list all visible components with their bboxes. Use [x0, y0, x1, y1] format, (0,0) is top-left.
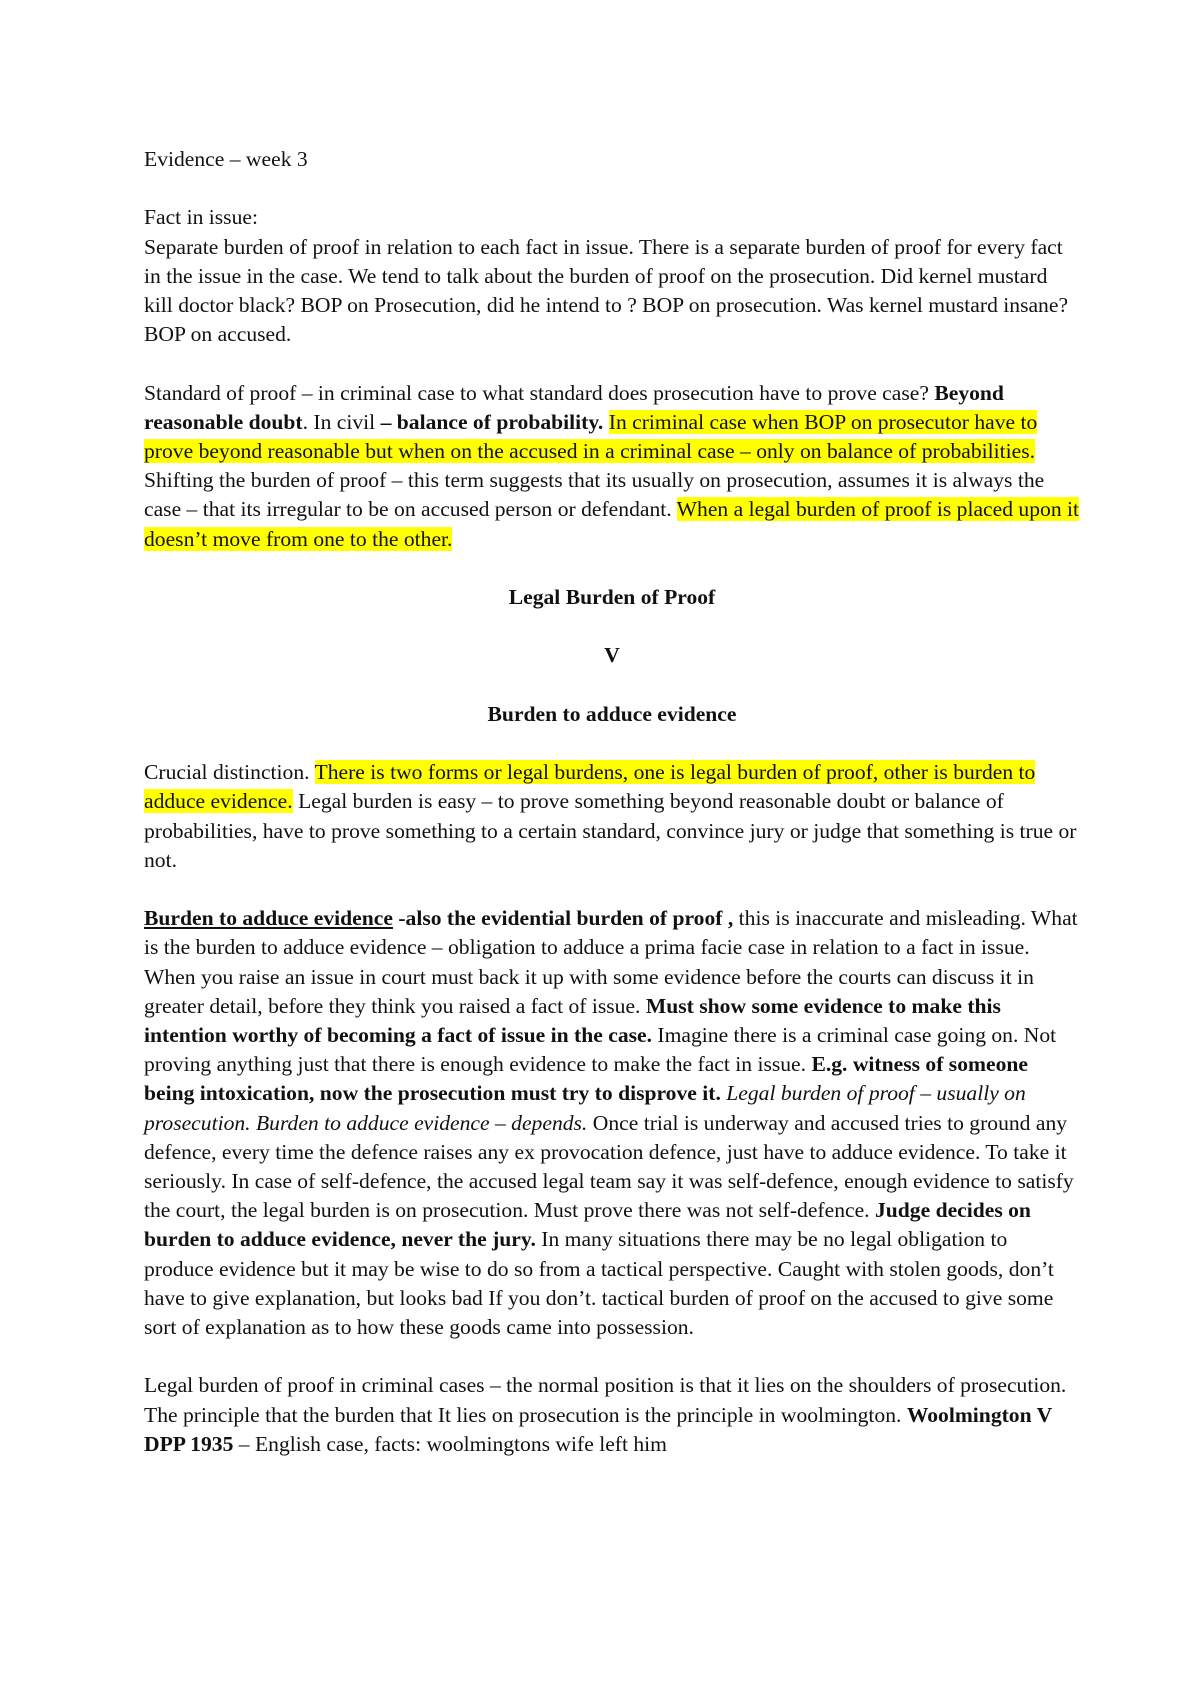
text-run: Legal burden of proof in criminal cases – the normal position is that it lies on the shoulders of prosecution. The principle that the burden that It lies on prosecution is the principle in woolmington. [144, 1373, 1067, 1427]
spacer [144, 612, 1080, 641]
text-run [603, 410, 608, 434]
document-title: Evidence – week 3 [144, 147, 308, 171]
paragraph-crucial-distinction [144, 758, 1080, 875]
highlighted-run: There is two forms or legal burdens, one is legal burden of proof, other is burden to adduce evidence. [144, 760, 1036, 814]
text-run: Standard of proof – in criminal case to what standard does prosecution have to prove case? [144, 380, 929, 405]
bold-run: E.g. witness of someone being intoxication, now the prosecution must try to disprove it. [144, 1052, 1028, 1106]
section-heading-versus: V [604, 643, 620, 668]
bold-run: Beyond reasonable doubt [144, 380, 1004, 434]
spacer [144, 349, 1080, 378]
fact-in-issue-heading: Fact in issue: [144, 205, 258, 230]
text-run: Shifting the burden of proof – this term suggests that its usually on prosecution, assumes it is always the case – that its irregular to be on accused person or defendant. [144, 468, 1045, 522]
paragraph-burden-to-adduce [144, 904, 1080, 1342]
section-heading-burden-to-adduce: Burden to adduce evidence [487, 701, 737, 726]
text-run: – English case, facts: woolmingtons wife left him [233, 1431, 667, 1456]
bold-run: – balance of probability. [380, 409, 604, 434]
paragraph-burden-per-fact [144, 233, 1080, 350]
section-heading-legal-burden: Legal Burden of Proof [508, 585, 716, 609]
spacer [144, 554, 1080, 583]
paragraph-legal-burden-criminal [144, 1371, 1080, 1459]
case-citation: Woolmington V DPP 1935 [144, 1402, 1052, 1456]
text-run: Legal burden is easy – to prove something beyond reasonable doubt or balance of probabilities, have to prove something to a certain standard, convince jury or judge that something is true or not. [144, 789, 1077, 872]
text-run: Imagine there is a criminal case going on. Not proving anything just that there is enough evidence to make the fact in issue. [144, 1022, 1057, 1077]
paragraph-standard-of-proof [144, 379, 1080, 467]
bold-underlined-run: Burden to adduce evidence [144, 906, 393, 931]
text-run: Separate burden of proof in relation to each fact in issue. There is a separate burden of proof for every fact in the issue in the case. We tend to talk about the burden of proof on the prosecution. Did kernel mustard kill doctor black? BOP on Prosecution, did he intend to ? BOP on prosecution. Was kernel mustard insane? BOP on accused. [144, 234, 1069, 347]
bold-run: Must show some evidence to make this intention worthy of becoming a fact of issue in the case. [144, 993, 1001, 1047]
text-run: . In civil [302, 409, 381, 434]
italic-run: Legal burden of proof – usually on prosecution. Burden to adduce evidence – depends. [144, 1081, 1026, 1135]
text-run: In many situations there may be no legal obligation to produce evidence but it may be wise to do so from a tactical perspective. Caught with stolen goods, don’t have to give explanation, but looks bad If you don’t. tactical burden of proof on the accused to give some sort of explanation as to how these goods came into possession. [144, 1227, 1054, 1340]
spacer [144, 875, 1080, 904]
bold-run: -also the evidential burden of proof , [398, 906, 734, 931]
text-run: Crucial distinction. [144, 760, 315, 785]
spacer [144, 174, 1080, 203]
bold-run: Judge decides on burden to adduce evidence, never the jury. [144, 1198, 1031, 1252]
spacer [144, 1342, 1080, 1371]
spacer [144, 671, 1080, 700]
spacer [144, 729, 1080, 758]
text-run: Once trial is underway and accused tries to ground any defence, every time the defence raises any ex provocation defence, just have to adduce evidence. To take it seriously. In case of self-defence, the accused legal team say it was self-defence, enough evidence to satisfy the court, the legal burden is on prosecution. Must prove there was not self-defence. [144, 1110, 1074, 1223]
paragraph-shifting-burden [144, 466, 1080, 554]
highlighted-run: When a legal burden of proof is placed upon it doesn’t move from one to the other. [144, 497, 1080, 551]
text-run: this is inaccurate and misleading. What is the burden to adduce evidence – obligation to adduce a prima facie case in relation to a fact in issue. When you raise an issue in court must back it up with some evidence before the courts can discuss it in greater detail, before they think you raised a fact of issue. [144, 906, 1078, 1018]
highlighted-run: In criminal case when BOP on prosecutor have to prove beyond reasonable but when on the accused in a criminal case – only on balance of probabilities. [144, 409, 1038, 463]
